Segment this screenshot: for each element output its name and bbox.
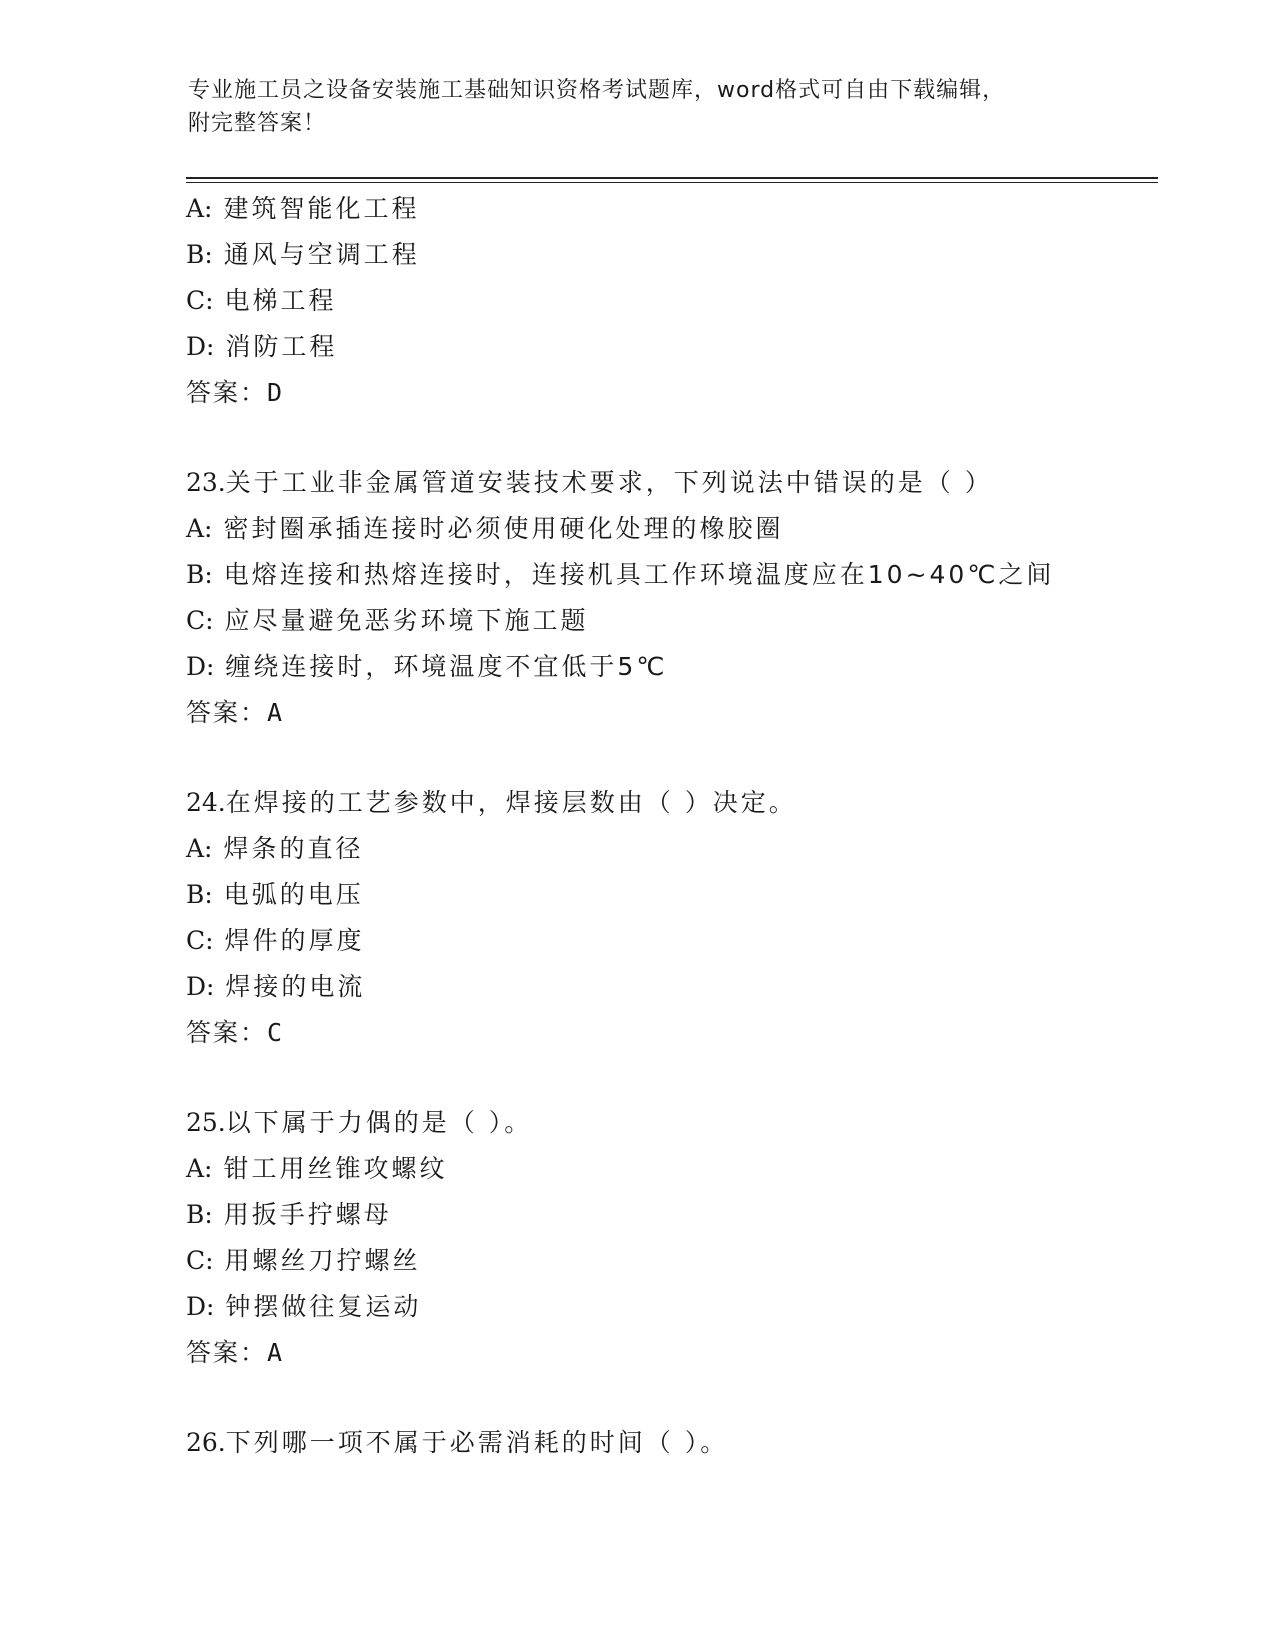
option-a: A: 钳工用丝锥攻螺纹 [186,1154,448,1183]
question-block [186,1420,1186,1466]
option-a: A: 焊条的直径 [186,834,364,863]
question-block [186,460,1186,736]
option-b: B: 用扳手拧螺母 [186,1200,392,1229]
option-b: B: 电熔连接和热熔连接时，连接机具工作环境温度应在10~40℃之间 [186,560,1055,589]
option-c: C: 用螺丝刀拧螺丝 [186,1246,421,1275]
question-text: 26.下列哪一项不属于必需消耗的时间（ ）。 [186,1428,729,1457]
question-text: 24.在焊接的工艺参数中，焊接层数由（ ）决定。 [186,788,797,817]
option-c: C: 电梯工程 [186,286,337,315]
option-a: A: 建筑智能化工程 [186,194,420,223]
answer-line: 答案：C [186,1018,285,1047]
option-d: D: 焊接的电流 [186,972,366,1001]
option-c: C: 焊件的厚度 [186,926,365,955]
option-a: A: 密封圈承插连接时必须使用硬化处理的橡胶圈 [186,514,784,543]
header-divider-thick [186,177,1158,179]
option-d: D: 消防工程 [186,332,338,361]
document-header [188,74,1088,140]
spacer [186,1376,1186,1420]
question-block [186,1100,1186,1376]
option-b: B: 电弧的电压 [186,880,364,909]
question-list [186,186,1186,1466]
question-block [186,780,1186,1056]
spacer [186,416,1186,460]
question-text: 25.以下属于力偶的是（ ）。 [186,1108,533,1137]
question-block [186,186,1186,416]
spacer [186,1056,1186,1100]
option-d: D: 缠绕连接时，环境温度不宜低于5℃ [186,652,668,681]
option-d: D: 钟摆做往复运动 [186,1292,422,1321]
header-line-2: 附完整答案！ [188,111,327,136]
spacer [186,736,1186,780]
option-b: B: 通风与空调工程 [186,240,420,269]
option-c: C: 应尽量避免恶劣环境下施工题 [186,606,589,635]
header-line-1: 专业施工员之设备安装施工基础知识资格考试题库，word格式可自由下载编辑， [188,78,1006,103]
answer-line: 答案：A [186,698,285,727]
question-text: 23.关于工业非金属管道安装技术要求，下列说法中错误的是（ ） [186,468,993,497]
answer-line: 答案：A [186,1338,285,1367]
answer-line: 答案：D [186,378,285,407]
header-divider-thin [186,182,1158,183]
